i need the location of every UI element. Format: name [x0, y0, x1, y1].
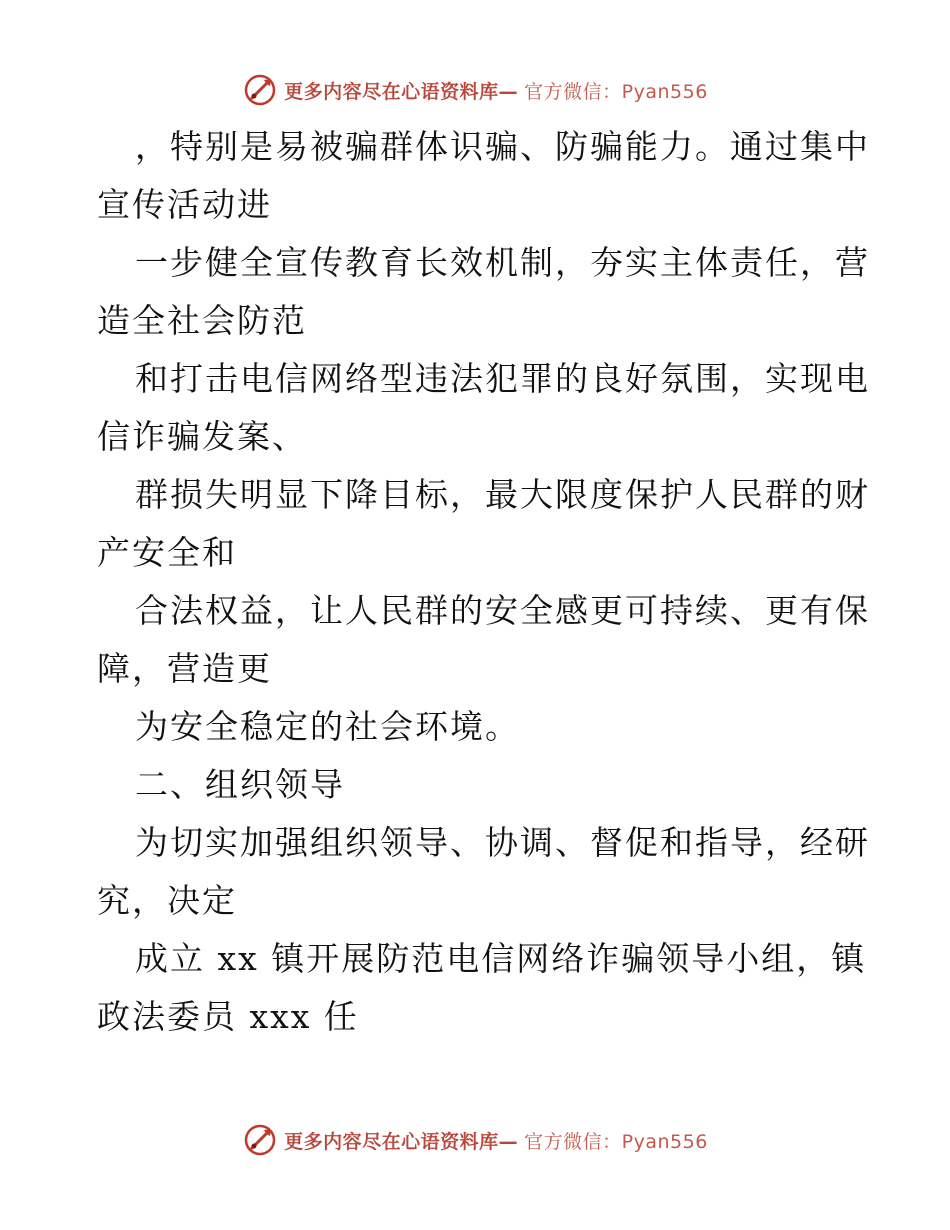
- body-line: 产安全和: [97, 533, 237, 572]
- quill-pen-logo-icon: [242, 1122, 278, 1158]
- header-banner: [0, 70, 950, 110]
- body-line: 一步健全宣传教育长效机制，夯实主体责任，营: [135, 243, 870, 282]
- body-line: ，特别是易被骗群体识骗、防骗能力。通过集中: [135, 127, 870, 166]
- document-body: [97, 118, 870, 1046]
- body-line: 为安全稳定的社会环境。: [135, 707, 520, 746]
- body-line: 障，营造更: [97, 649, 272, 688]
- banner-site-text: 更多内容尽在心语资料库—: [284, 1130, 519, 1153]
- banner-wechat-id: 官方微信：Pyan556: [524, 80, 708, 103]
- body-line: 群损失明显下降目标，最大限度保护人民群的财: [135, 475, 870, 514]
- body-line: 究，决定: [97, 881, 237, 920]
- body-line: 和打击电信网络型违法犯罪的良好氛围，实现电: [135, 359, 870, 398]
- footer-banner: [0, 1120, 950, 1160]
- body-line: 为切实加强组织领导、协调、督促和指导，经研: [135, 823, 870, 862]
- body-line: 宣传活动进: [97, 185, 272, 224]
- body-line: 合法权益，让人民群的安全感更可持续、更有保: [135, 591, 870, 630]
- quill-pen-logo-icon: [242, 72, 278, 108]
- body-line: 信诈骗发案、: [97, 417, 307, 456]
- banner-wechat-id: 官方微信：Pyan556: [524, 1130, 708, 1153]
- section-heading: 二、组织领导: [135, 765, 345, 804]
- body-line: 成立 xx 镇开展防范电信网络诈骗领导小组，镇: [135, 939, 867, 978]
- body-line: 政法委员 xxx 任: [97, 997, 359, 1036]
- banner-site-text: 更多内容尽在心语资料库—: [284, 80, 519, 103]
- body-line: 造全社会防范: [97, 301, 307, 340]
